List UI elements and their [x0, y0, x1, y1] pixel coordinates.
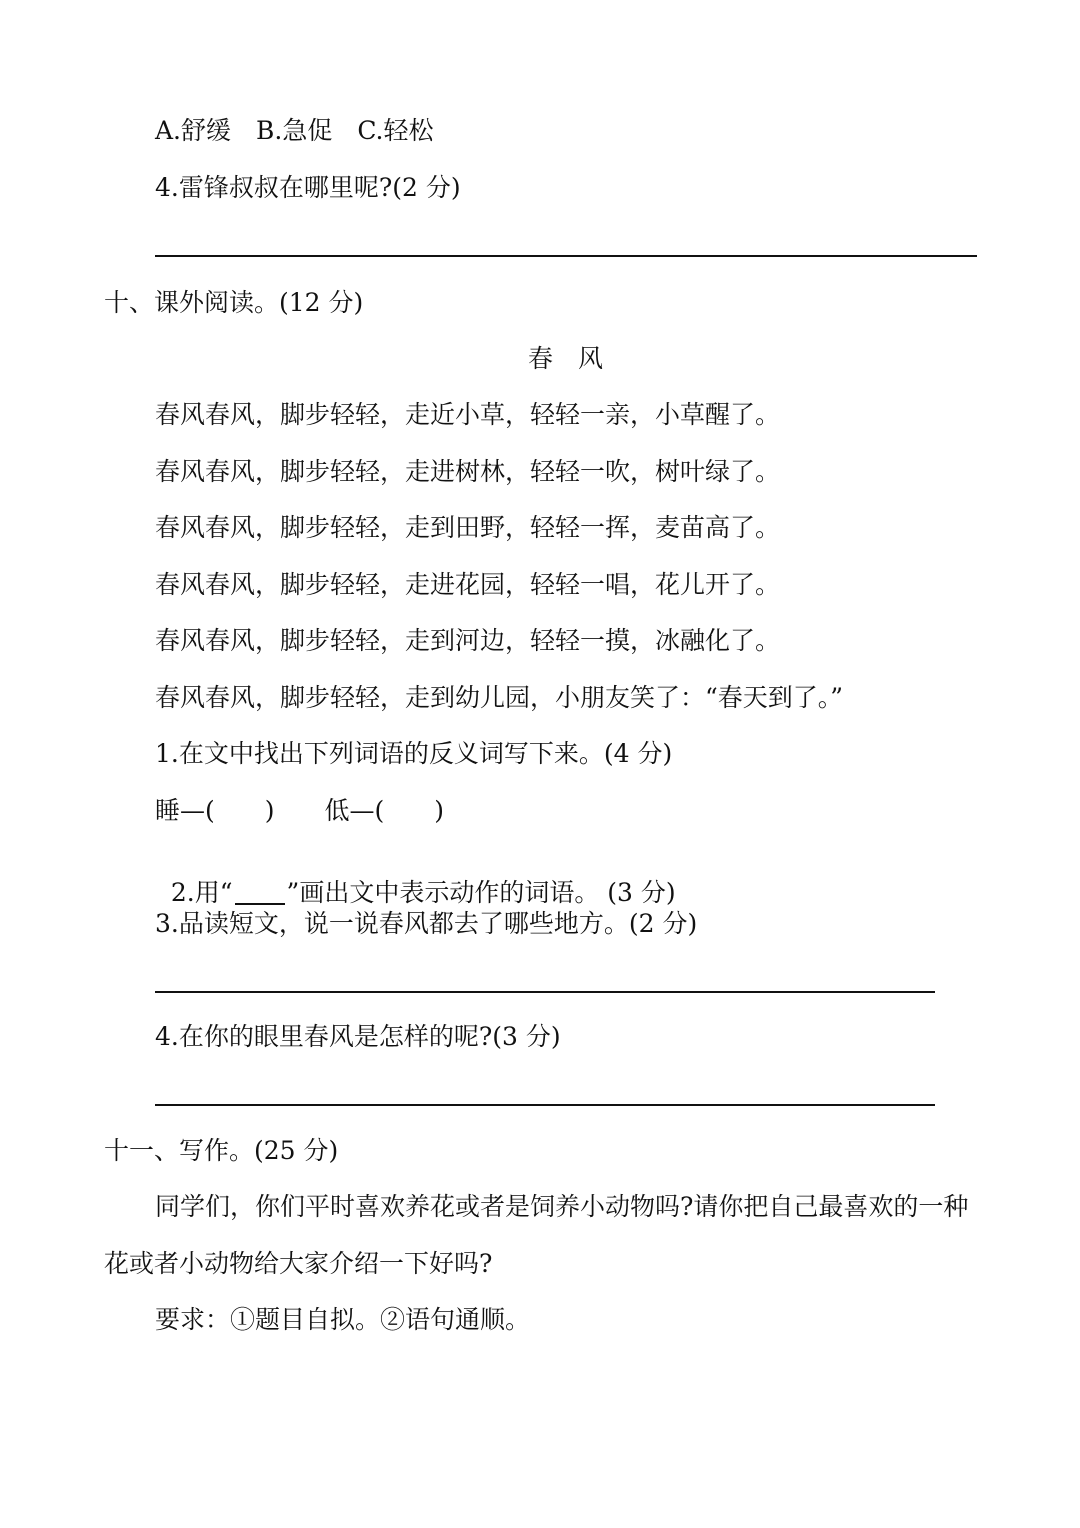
poem-line: 春风春风，脚步轻轻，走近小草，轻轻一亲，小草醒了。: [155, 400, 781, 429]
question-2: [155, 855, 676, 905]
question-4: 4.在你的眼里春风是怎样的呢?(3 分): [155, 1022, 561, 1051]
poem-line: 春风春风，脚步轻轻，走到田野，轻轻一挥，麦苗高了。: [155, 513, 781, 542]
writing-requirements: 要求：①题目自拟。②语句通顺。: [155, 1305, 531, 1334]
answer-line[interactable]: [155, 991, 935, 993]
poem-line: 春风春风，脚步轻轻，走到幼儿园，小朋友笑了：“春天到了。”: [155, 683, 844, 712]
section-11-heading: 十一、写作。(25 分): [104, 1136, 339, 1165]
question-3: 3.品读短文，说一说春风都去了哪些地方。(2 分): [155, 909, 698, 938]
question-2-suffix: ”画出文中表示动作的词语。 (3 分): [286, 878, 676, 907]
poem-line: 春风春风，脚步轻轻，走进花园，轻轻一唱，花儿开了。: [155, 570, 781, 599]
section-10-heading: 十、课外阅读。(12 分): [104, 288, 364, 317]
options-line: A.舒缓 B.急促 C.轻松: [155, 116, 434, 145]
question-2-prefix: 2.用“: [170, 878, 233, 907]
poem-title: 春 风: [528, 344, 604, 373]
answer-line[interactable]: [155, 1104, 935, 1106]
antonym-blanks[interactable]: 睡—( ) 低—( ): [155, 796, 445, 825]
poem-line: 春风春风，脚步轻轻，走进树林，轻轻一吹，树叶绿了。: [155, 457, 781, 486]
poem-line: 春风春风，脚步轻轻，走到河边，轻轻一摸，冰融化了。: [155, 626, 781, 655]
question-4-prev: 4.雷锋叔叔在哪里呢?(2 分): [155, 173, 461, 202]
question-1: 1.在文中找出下列词语的反义词写下来。(4 分): [155, 739, 673, 768]
underline-sample: [235, 902, 285, 905]
answer-line[interactable]: [155, 255, 977, 257]
writing-prompt-line-2: 花或者小动物给大家介绍一下好吗?: [104, 1249, 493, 1278]
writing-prompt-line-1: 同学们，你们平时喜欢养花或者是饲养小动物吗?请你把自己最喜欢的一种: [155, 1192, 969, 1221]
